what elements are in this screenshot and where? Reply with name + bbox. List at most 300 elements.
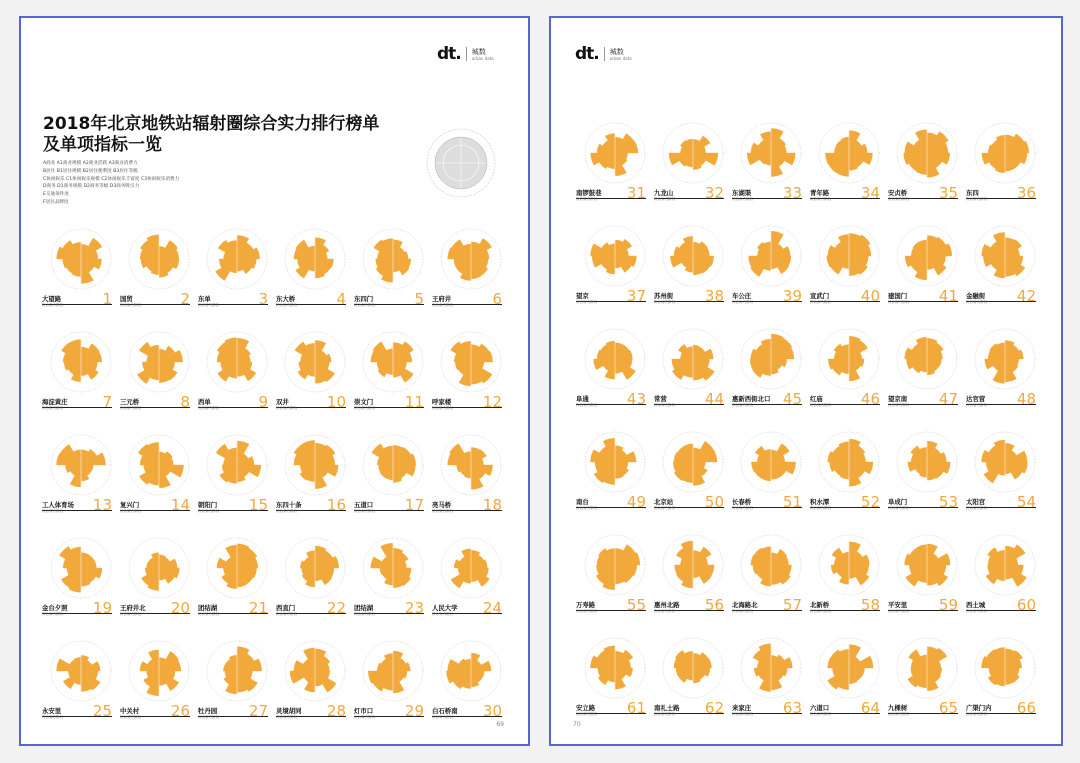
station-radar-icon xyxy=(970,633,1040,703)
station-name: 南礼士路 xyxy=(654,704,680,712)
station-subtitle: 综合实力排名 xyxy=(354,303,375,307)
station-rank: 36 xyxy=(1016,184,1036,202)
station-card xyxy=(732,427,810,530)
legend-line: D商务 D1商务规模 D2商务等级 D3商务吸引力 xyxy=(43,184,140,190)
station-rank: 23 xyxy=(404,599,424,617)
station-name: 惠州北路 xyxy=(654,601,680,609)
station-radar-icon xyxy=(736,427,806,497)
station-radar-icon xyxy=(202,533,272,603)
station-card xyxy=(576,427,654,530)
legend-line: B居住 B1居住规模 B2居住便利度 B3居住等级 xyxy=(43,168,138,174)
station-card xyxy=(888,221,966,324)
station-card xyxy=(276,327,354,430)
station-card xyxy=(576,221,654,324)
station-name: 南台 xyxy=(576,498,589,506)
station-rank: 24 xyxy=(482,599,502,617)
station-rank: 43 xyxy=(626,390,646,408)
station-subtitle: 综合实力排名 xyxy=(732,506,753,510)
indicator-legend xyxy=(43,160,243,207)
station-name: 望京 xyxy=(576,292,589,300)
station-radar-icon xyxy=(970,427,1040,497)
station-rank: 54 xyxy=(1016,493,1036,511)
station-rank: 26 xyxy=(170,702,190,720)
station-rank: 58 xyxy=(860,596,880,614)
station-radar-icon xyxy=(124,533,194,603)
station-subtitle: 综合实力排名 xyxy=(276,406,297,410)
station-name: 东四十条 xyxy=(276,501,302,509)
station-card xyxy=(354,636,432,739)
station-rank: 60 xyxy=(1016,596,1036,614)
station-name: 崇文门 xyxy=(354,398,374,406)
station-card xyxy=(42,224,120,327)
station-card xyxy=(120,430,198,533)
station-subtitle: 综合实力排名 xyxy=(966,712,987,716)
station-subtitle: 综合实力排名 xyxy=(810,197,831,201)
station-subtitle: 综合实力排名 xyxy=(432,509,453,513)
station-radar-icon xyxy=(358,636,428,706)
station-rank: 38 xyxy=(704,287,724,305)
station-rank: 1 xyxy=(102,290,112,308)
station-rank: 6 xyxy=(492,290,502,308)
station-radar-icon xyxy=(358,533,428,603)
station-card xyxy=(354,224,432,327)
station-subtitle: 综合实力排名 xyxy=(42,303,63,307)
station-subtitle: 综合实力排名 xyxy=(576,609,597,613)
legend-line: A商业 A1商业规模 A2商业活跃 A3商业消费力 xyxy=(43,161,138,166)
station-radar-icon xyxy=(280,327,350,397)
station-card xyxy=(354,327,432,430)
station-card xyxy=(432,533,510,636)
station-card xyxy=(432,430,510,533)
station-name: 西土城 xyxy=(966,601,986,609)
station-card xyxy=(198,430,276,533)
station-rank: 50 xyxy=(704,493,724,511)
station-radar-icon xyxy=(280,533,350,603)
station-card xyxy=(654,324,732,427)
station-card xyxy=(888,324,966,427)
station-radar-icon xyxy=(280,224,350,294)
station-rank: 53 xyxy=(938,493,958,511)
station-rank: 16 xyxy=(326,496,346,514)
station-subtitle: 综合实力排名 xyxy=(42,715,63,719)
station-name: 东大桥 xyxy=(276,295,296,303)
station-radar-icon xyxy=(46,430,116,500)
station-subtitle: 综合实力排名 xyxy=(120,509,141,513)
station-rank: 13 xyxy=(92,496,112,514)
title-line-2: 及单项指标一览 xyxy=(43,135,162,155)
station-rank: 11 xyxy=(404,393,424,411)
station-radar-icon xyxy=(814,324,884,394)
station-radar-icon xyxy=(814,221,884,291)
station-radar-icon xyxy=(280,430,350,500)
station-rank: 20 xyxy=(170,599,190,617)
station-name: 广渠门内 xyxy=(966,704,992,712)
station-name: 东单 xyxy=(198,295,211,303)
station-card xyxy=(198,327,276,430)
dt-logo-text: dt. xyxy=(575,44,599,64)
station-subtitle: 综合实力排名 xyxy=(120,715,141,719)
station-card xyxy=(654,427,732,530)
station-name: 亮马桥 xyxy=(432,501,452,509)
station-rank: 35 xyxy=(938,184,958,202)
station-name: 安立路 xyxy=(576,704,596,712)
station-name: 苏州街 xyxy=(654,292,674,300)
station-subtitle: 综合实力排名 xyxy=(654,712,675,716)
station-radar-icon xyxy=(658,221,728,291)
station-card xyxy=(810,221,888,324)
station-radar-icon xyxy=(736,530,806,600)
station-subtitle: 综合实力排名 xyxy=(198,303,219,307)
station-subtitle: 综合实力排名 xyxy=(654,403,675,407)
station-card xyxy=(888,530,966,633)
station-card xyxy=(966,324,1044,427)
station-subtitle: 综合实力排名 xyxy=(888,609,909,613)
station-card xyxy=(198,636,276,739)
station-rank: 2 xyxy=(180,290,190,308)
station-subtitle: 综合实力排名 xyxy=(654,197,675,201)
station-radar-icon xyxy=(658,118,728,188)
station-name: 双井 xyxy=(276,398,289,406)
station-rank: 44 xyxy=(704,390,724,408)
station-rank: 12 xyxy=(482,393,502,411)
left-page xyxy=(19,16,530,746)
station-radar-icon xyxy=(658,530,728,600)
station-card xyxy=(732,530,810,633)
station-name: 青年路 xyxy=(810,189,830,197)
station-subtitle: 综合实力排名 xyxy=(966,197,987,201)
station-name: 南锣鼓巷 xyxy=(576,189,602,197)
station-card xyxy=(810,427,888,530)
station-card xyxy=(732,324,810,427)
station-radar-icon xyxy=(124,636,194,706)
station-rank: 47 xyxy=(938,390,958,408)
station-name: 团结湖 xyxy=(354,604,374,612)
station-name: 朝阳门 xyxy=(198,501,218,509)
station-rank: 25 xyxy=(92,702,112,720)
station-name: 东四门 xyxy=(354,295,374,303)
station-card xyxy=(654,221,732,324)
station-rank: 7 xyxy=(102,393,112,411)
station-rank: 10 xyxy=(326,393,346,411)
station-subtitle: 综合实力排名 xyxy=(120,406,141,410)
station-name: 金台夕照 xyxy=(42,604,68,612)
station-card xyxy=(576,118,654,221)
station-rank: 62 xyxy=(704,699,724,717)
station-name: 东四 xyxy=(966,189,979,197)
station-card xyxy=(966,530,1044,633)
right-page xyxy=(549,16,1063,746)
station-name: 常营 xyxy=(654,395,667,403)
station-card xyxy=(120,533,198,636)
station-radar-icon xyxy=(580,427,650,497)
station-card xyxy=(732,633,810,736)
station-rank: 9 xyxy=(258,393,268,411)
station-radar-icon xyxy=(46,636,116,706)
station-radar-icon xyxy=(736,324,806,394)
station-rank: 48 xyxy=(1016,390,1036,408)
station-radar-icon xyxy=(580,221,650,291)
station-name: 海淀黄庄 xyxy=(42,398,68,406)
station-radar-icon xyxy=(658,633,728,703)
station-subtitle: 综合实力排名 xyxy=(354,509,375,513)
station-name: 人民大学 xyxy=(432,604,458,612)
station-radar-icon xyxy=(358,327,428,397)
station-subtitle: 综合实力排名 xyxy=(354,406,375,410)
station-rank: 66 xyxy=(1016,699,1036,717)
station-radar-icon xyxy=(970,324,1040,394)
station-subtitle: 综合实力排名 xyxy=(576,197,597,201)
station-card xyxy=(432,224,510,327)
station-radar-icon xyxy=(436,533,506,603)
station-radar-icon xyxy=(436,636,506,706)
station-rank: 18 xyxy=(482,496,502,514)
station-radar-icon xyxy=(202,327,272,397)
station-subtitle: 综合实力排名 xyxy=(42,509,63,513)
station-name: 金融街 xyxy=(966,292,986,300)
station-radar-icon xyxy=(658,324,728,394)
station-subtitle: 综合实力排名 xyxy=(654,300,675,304)
station-radar-icon xyxy=(970,530,1040,600)
station-radar-icon xyxy=(46,533,116,603)
station-rank: 64 xyxy=(860,699,880,717)
station-name: 万寿路 xyxy=(576,601,596,609)
station-subtitle: 综合实力排名 xyxy=(888,403,909,407)
station-subtitle: 综合实力排名 xyxy=(432,612,453,616)
station-radar-icon xyxy=(892,427,962,497)
station-subtitle: 综合实力排名 xyxy=(120,612,141,616)
station-subtitle: 综合实力排名 xyxy=(576,403,597,407)
station-name: 团结湖 xyxy=(198,604,218,612)
station-card xyxy=(576,324,654,427)
station-radar-icon xyxy=(892,221,962,291)
station-subtitle: 综合实力排名 xyxy=(810,609,831,613)
station-radar-icon xyxy=(892,324,962,394)
station-rank: 46 xyxy=(860,390,880,408)
station-subtitle: 综合实力排名 xyxy=(198,509,219,513)
station-subtitle: 综合实力排名 xyxy=(276,303,297,307)
station-rank: 27 xyxy=(248,702,268,720)
station-radar-icon xyxy=(358,224,428,294)
station-name: 阜成门 xyxy=(888,498,908,506)
station-radar-icon xyxy=(124,224,194,294)
station-rank: 30 xyxy=(482,702,502,720)
station-radar-icon xyxy=(814,530,884,600)
station-card xyxy=(654,530,732,633)
station-radar-icon xyxy=(970,221,1040,291)
station-card xyxy=(654,118,732,221)
legend-line: F居住品牌度 xyxy=(43,199,69,205)
station-card xyxy=(810,530,888,633)
station-card xyxy=(888,633,966,736)
station-rank: 59 xyxy=(938,596,958,614)
station-radar-icon xyxy=(580,324,650,394)
station-name: 来家庄 xyxy=(732,704,752,712)
page-number: 70 xyxy=(573,721,581,728)
station-rank: 17 xyxy=(404,496,424,514)
station-subtitle: 综合实力排名 xyxy=(576,712,597,716)
station-radar-icon xyxy=(736,221,806,291)
brand-logo xyxy=(575,44,632,64)
station-subtitle: 综合实力排名 xyxy=(888,197,909,201)
station-rank: 8 xyxy=(180,393,190,411)
station-subtitle: 综合实力排名 xyxy=(276,612,297,616)
station-radar-icon xyxy=(892,118,962,188)
station-subtitle: 综合实力排名 xyxy=(888,300,909,304)
station-name: 工人体育场 xyxy=(42,501,74,509)
station-rank: 45 xyxy=(782,390,802,408)
station-name: 长春桥 xyxy=(732,498,752,506)
station-card xyxy=(276,636,354,739)
title-line-1: 2018年北京地铁站辐射圈综合实力排行榜单 xyxy=(43,114,380,134)
station-name: 西直门 xyxy=(276,604,296,612)
station-rank: 3 xyxy=(258,290,268,308)
station-subtitle: 综合实力排名 xyxy=(198,406,219,410)
station-name: 阜通 xyxy=(576,395,589,403)
station-subtitle: 综合实力排名 xyxy=(432,406,453,410)
station-name: 复兴门 xyxy=(120,501,140,509)
station-subtitle: 综合实力排名 xyxy=(42,612,63,616)
station-card xyxy=(276,533,354,636)
station-subtitle: 综合实力排名 xyxy=(120,303,141,307)
station-card xyxy=(276,430,354,533)
station-rank: 32 xyxy=(704,184,724,202)
station-rank: 56 xyxy=(704,596,724,614)
station-card xyxy=(654,633,732,736)
station-rank: 65 xyxy=(938,699,958,717)
station-name: 永安里 xyxy=(42,707,62,715)
station-radar-icon xyxy=(736,633,806,703)
station-name: 九棵树 xyxy=(888,704,908,712)
station-card xyxy=(42,636,120,739)
station-subtitle: 综合实力排名 xyxy=(966,300,987,304)
station-radar-icon xyxy=(202,636,272,706)
station-subtitle: 综合实力排名 xyxy=(198,612,219,616)
station-name: 太阳宫 xyxy=(966,498,986,506)
radar-key-diagram xyxy=(421,123,501,203)
logo-divider xyxy=(604,47,605,61)
station-name: 红庙 xyxy=(810,395,823,403)
station-name: 平安里 xyxy=(888,601,908,609)
station-radar-icon xyxy=(814,427,884,497)
station-rank: 31 xyxy=(626,184,646,202)
station-rank: 49 xyxy=(626,493,646,511)
station-name: 宣武门 xyxy=(810,292,830,300)
station-radar-icon xyxy=(892,633,962,703)
station-card xyxy=(120,224,198,327)
station-radar-icon xyxy=(892,530,962,600)
station-rank: 14 xyxy=(170,496,190,514)
station-name: 国贸 xyxy=(120,295,133,303)
station-radar-icon xyxy=(814,118,884,188)
station-subtitle: 综合实力排名 xyxy=(276,509,297,513)
station-subtitle: 综合实力排名 xyxy=(732,609,753,613)
station-radar-icon xyxy=(436,327,506,397)
station-name: 安贞桥 xyxy=(888,189,908,197)
station-subtitle: 综合实力排名 xyxy=(198,715,219,719)
station-subtitle: 综合实力排名 xyxy=(432,715,453,719)
station-card xyxy=(354,430,432,533)
station-card xyxy=(42,533,120,636)
station-name: 九龙山 xyxy=(654,189,674,197)
station-card xyxy=(888,118,966,221)
station-rank: 21 xyxy=(248,599,268,617)
station-subtitle: 综合实力排名 xyxy=(354,612,375,616)
station-card xyxy=(576,530,654,633)
logo-divider xyxy=(466,47,467,61)
station-name: 六道口 xyxy=(810,704,830,712)
station-rank: 19 xyxy=(92,599,112,617)
station-rank: 28 xyxy=(326,702,346,720)
station-radar-icon xyxy=(46,327,116,397)
brand-name: 城数 urban data xyxy=(609,48,632,61)
station-subtitle: 综合实力排名 xyxy=(576,506,597,510)
station-subtitle: 综合实力排名 xyxy=(276,715,297,719)
station-radar-icon xyxy=(814,633,884,703)
station-radar-icon xyxy=(658,427,728,497)
station-subtitle: 综合实力排名 xyxy=(354,715,375,719)
station-rank: 4 xyxy=(336,290,346,308)
station-subtitle: 综合实力排名 xyxy=(432,303,453,307)
station-radar-icon xyxy=(124,327,194,397)
station-radar-icon xyxy=(736,118,806,188)
station-radar-icon xyxy=(46,224,116,294)
station-card xyxy=(966,427,1044,530)
station-subtitle: 综合实力排名 xyxy=(654,609,675,613)
station-name: 灯市口 xyxy=(354,707,374,715)
station-card xyxy=(966,221,1044,324)
page-title xyxy=(43,114,379,156)
station-name: 白石桥南 xyxy=(432,707,458,715)
station-rank: 42 xyxy=(1016,287,1036,305)
station-name: 北新桥 xyxy=(810,601,830,609)
station-rank: 41 xyxy=(938,287,958,305)
station-card xyxy=(198,533,276,636)
station-radar-icon xyxy=(436,224,506,294)
brand-name: 城数 urban data xyxy=(471,48,494,61)
station-radar-icon xyxy=(358,430,428,500)
station-subtitle: 综合实力排名 xyxy=(966,609,987,613)
station-name: 王府井北 xyxy=(120,604,146,612)
station-rank: 52 xyxy=(860,493,880,511)
station-subtitle: 综合实力排名 xyxy=(810,403,831,407)
station-subtitle: 综合实力排名 xyxy=(810,506,831,510)
station-name: 五道口 xyxy=(354,501,374,509)
station-radar-icon xyxy=(580,118,650,188)
station-name: 车公庄 xyxy=(732,292,752,300)
station-radar-icon xyxy=(280,636,350,706)
station-card xyxy=(432,327,510,430)
station-subtitle: 综合实力排名 xyxy=(732,712,753,716)
station-rank: 61 xyxy=(626,699,646,717)
station-name: 灵境胡同 xyxy=(276,707,302,715)
station-card xyxy=(276,224,354,327)
station-card xyxy=(42,430,120,533)
station-name: 三元桥 xyxy=(120,398,140,406)
station-rank: 29 xyxy=(404,702,424,720)
dt-logo-text: dt. xyxy=(437,44,461,64)
station-radar-icon xyxy=(202,430,272,500)
page-number: 69 xyxy=(496,721,504,728)
legend-line: E交通条件度 xyxy=(43,192,69,198)
station-card xyxy=(576,633,654,736)
station-subtitle: 综合实力排名 xyxy=(810,300,831,304)
station-radar-icon xyxy=(580,530,650,600)
station-name: 大望路 xyxy=(42,295,62,303)
station-rank: 37 xyxy=(626,287,646,305)
station-name: 建国门 xyxy=(888,292,908,300)
station-rank: 57 xyxy=(782,596,802,614)
station-subtitle: 综合实力排名 xyxy=(732,403,753,407)
